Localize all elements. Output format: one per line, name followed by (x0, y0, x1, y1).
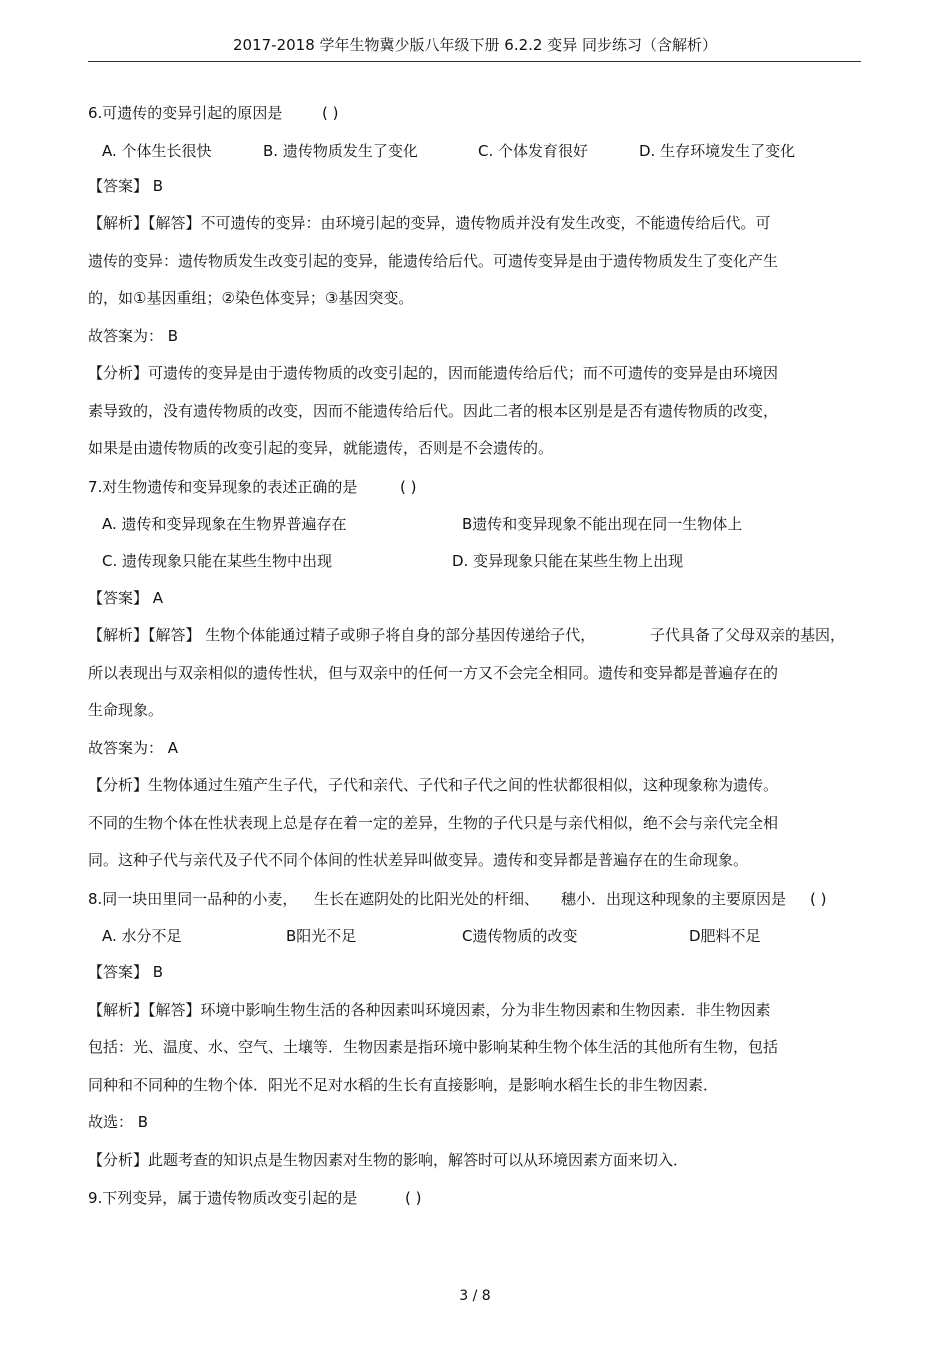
header-rule (88, 61, 861, 62)
question-8-analysis-line: 【分析】此题考查的知识点是生物因素对生物的影响，解答时可以从环境因素方面来切入． (88, 1151, 689, 1169)
question-6-explanation-line: 【解析】【解答】不可遗传的变异：由环境引起的变异，遗传物质并没有发生改变，不能遗传给后代。可 (88, 214, 771, 232)
question-7-answer: 【答案】 A (88, 589, 164, 607)
question-8-stem-part: 穗小．出现这种现象的主要原因是 (561, 890, 787, 908)
question-7-option-a: A. 遗传和变异现象在生物界普遍存在 (102, 515, 347, 533)
question-8-explanation-line: 【解析】【解答】环境中影响生物生活的各种因素叫环境因素，分为非生物因素和生物因素．非生物因素 (88, 1001, 771, 1019)
question-8-answer: 【答案】 B (88, 963, 164, 981)
question-6-paren: ( ) (322, 104, 339, 122)
question-8-option-c: C遗传物质的改变 (462, 927, 578, 945)
question-7-option-d: D. 变异现象只能在某些生物上出现 (452, 552, 684, 570)
question-7-explanation-line: 所以表现出与双亲相似的遗传性状，但与双亲中的任何一方又不会完全相同。遗传和变异都是普遍存在的 (88, 664, 779, 682)
question-8-paren: ( ) (810, 890, 827, 908)
question-9-stem: 9.下列变异，属于遗传物质改变引起的是 (88, 1189, 358, 1207)
question-6-analysis-line: 如果是由遗传物质的改变引起的变异，就能遗传，否则是不会遗传的。 (88, 439, 554, 457)
question-6-answer: 【答案】 B (88, 177, 164, 195)
question-8-option-d: D肥料不足 (689, 927, 761, 945)
question-7-paren: ( ) (400, 478, 417, 496)
question-6-explanation-line: 的，如①基因重组；②染色体变异；③基因突变。 (88, 289, 414, 307)
question-7-option-c: C. 遗传现象只能在某些生物中出现 (102, 552, 333, 570)
question-7-explanation-line: 子代具备了父母双亲的基因， (650, 626, 846, 644)
question-6-option-a: A. 个体生长很快 (102, 142, 212, 160)
question-6-analysis-line: 素导致的，没有遗传物质的改变，因而不能遗传给后代。因此二者的根本区别是是否有遗传物质的改变， (88, 402, 779, 420)
question-7-stem: 7.对生物遗传和变异现象的表述正确的是 (88, 478, 358, 496)
question-7-analysis-line: 不同的生物个体在性状表现上总是存在着一定的差异，生物的子代只是与亲代相似，绝不会与亲代完全相 (88, 814, 779, 832)
question-7-analysis-line: 【分析】生物体通过生殖产生子代，子代和亲代、子代和子代之间的性状都很相似，这种现象称为遗传。 (88, 776, 779, 794)
question-7-explanation-line: 生命现象。 (88, 701, 164, 719)
question-8-conclusion: 故选： B (88, 1113, 149, 1131)
question-7-analysis-line: 同。这种子代与亲代及子代不同个体间的性状差异叫做变异。遗传和变异都是普遍存在的生命现象。 (88, 851, 749, 869)
question-8-option-a: A. 水分不足 (102, 927, 182, 945)
question-6-analysis-line: 【分析】可遗传的变异是由于遗传物质的改变引起的，因而能遗传给后代；而不可遗传的变异是由环境因 (88, 364, 779, 382)
question-6-option-c: C. 个体发育很好 (478, 142, 589, 160)
question-7-explanation-line: 【解析】【解答】 生物个体能通过精子或卵子将自身的部分基因传递给子代， (88, 626, 596, 644)
question-7-conclusion: 故答案为： A (88, 739, 179, 757)
question-8-stem-part: 8.同一块田里同一品种的小麦， (88, 890, 298, 908)
question-6-explanation-line: 遗传的变异：遗传物质发生改变引起的变异，能遗传给后代。可遗传变异是由于遗传物质发生了变化产生 (88, 252, 779, 270)
question-6-option-d: D. 生存环境发生了变化 (639, 142, 796, 160)
page-header: 2017-2018 学年生物冀少版八年级下册 6.2.2 变异 同步练习（含解析） (232, 36, 717, 54)
question-7-option-b: B遗传和变异现象不能出现在同一生物体上 (462, 515, 743, 533)
question-8-stem-part: 生长在遮阴处的比阳光处的杆细、 (314, 890, 540, 908)
question-6-stem: 6.可遗传的变异引起的原因是 (88, 104, 283, 122)
question-6-conclusion: 故答案为： B (88, 327, 179, 345)
page-number: 3 / 8 (459, 1288, 491, 1304)
question-6-option-b: B. 遗传物质发生了变化 (263, 142, 418, 160)
question-8-explanation-line: 同种和不同种的生物个体．阳光不足对水稻的生长有直接影响，是影响水稻生长的非生物因素． (88, 1076, 719, 1094)
question-8-explanation-line: 包括：光、温度、水、空气、土壤等．生物因素是指环境中影响某种生物个体生活的其他所有生物，包括 (88, 1038, 779, 1056)
question-8-option-b: B阳光不足 (286, 927, 357, 945)
question-9-paren: ( ) (405, 1189, 422, 1207)
